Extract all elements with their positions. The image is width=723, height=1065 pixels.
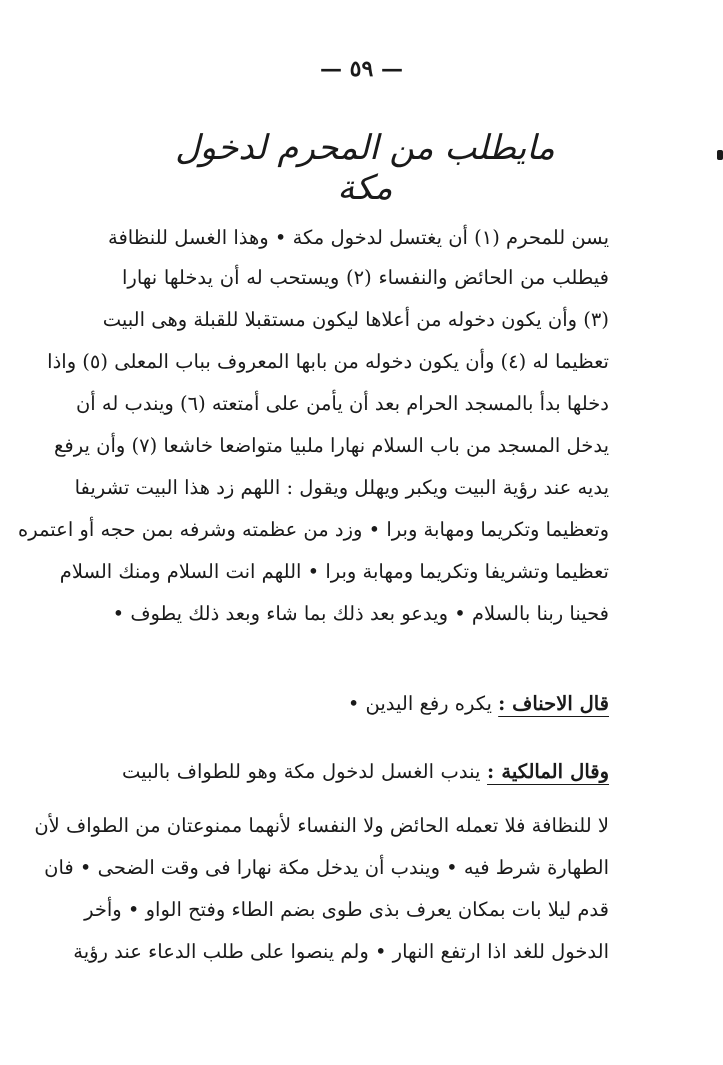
hanafi-opinion xyxy=(122,684,609,724)
paragraph-line: (٣) وأن يكون دخوله من أعلاها ليكون مستقبلا للقبلة وهى البيت xyxy=(102,308,609,331)
maliki-first-line: يندب الغسل لدخول مكة وهو للطواف بالبيت xyxy=(122,760,481,783)
paragraph-line: دخلها بدأ بالمسجد الحرام بعد أن يأمن على أمتعته (٦) ويندب له أن xyxy=(75,392,609,415)
paragraph-line: فيطلب من الحائض والنفساء (٢) ويستحب له أن يدخلها نهارا xyxy=(122,266,609,289)
hanafi-text: يكره رفع اليدين • xyxy=(347,692,492,715)
paragraph-line: الدخول للغد اذا ارتفع النهار • ولم ينصوا على طلب الدعاء عند رؤية xyxy=(73,940,609,963)
maliki-opinion xyxy=(122,752,609,792)
paragraph-line: تعظيما وتشريفا وتكريما ومهابة وبرا • اللهم انت السلام ومنك السلام xyxy=(59,560,609,583)
section-heading: مايطلب من المحرم لدخول مكة xyxy=(175,128,555,208)
paragraph-line: يسن للمحرم (١) أن يغتسل لدخول مكة • وهذا الغسل للنظافة xyxy=(108,226,609,249)
page-number: — ٥٩ — xyxy=(320,56,403,82)
paragraph-line: وتعظيما وتكريما ومهابة وبرا • وزد من عظمته وشرفه بمن حجه أو اعتمره xyxy=(18,518,609,541)
hanafi-label: قال الاحناف : xyxy=(498,692,609,715)
maliki-label: وقال المالكية : xyxy=(487,760,610,783)
paragraph-line: فحينا ربنا بالسلام • ويدعو بعد ذلك بما شاء وبعد ذلك يطوف • xyxy=(112,602,609,625)
paragraph-line: لا للنظافة فلا تعمله الحائض ولا النفساء لأنهما ممنوعتان من الطواف لأن xyxy=(34,814,609,837)
paragraph-line: يدخل المسجد من باب السلام نهارا ملبيا متواضعا خاشعا (٧) وأن يرفع xyxy=(54,434,609,457)
paragraph-line: يديه عند رؤية البيت ويكبر ويهلل ويقول : اللهم زد هذا البيت تشريفا xyxy=(74,476,609,499)
paragraph-line: الطهارة شرط فيه • ويندب أن يدخل مكة نهارا فى وقت الضحى • فان xyxy=(44,856,609,879)
paragraph-line: قدم ليلا بات بمكان يعرف بذى طوى بضم الطاء وفتح الواو • وأخر xyxy=(84,898,609,921)
paragraph-line: تعظيما له (٤) وأن يكون دخوله من بابها المعروف بباب المعلى (٥) واذا xyxy=(47,350,609,373)
margin-mark xyxy=(717,150,723,160)
